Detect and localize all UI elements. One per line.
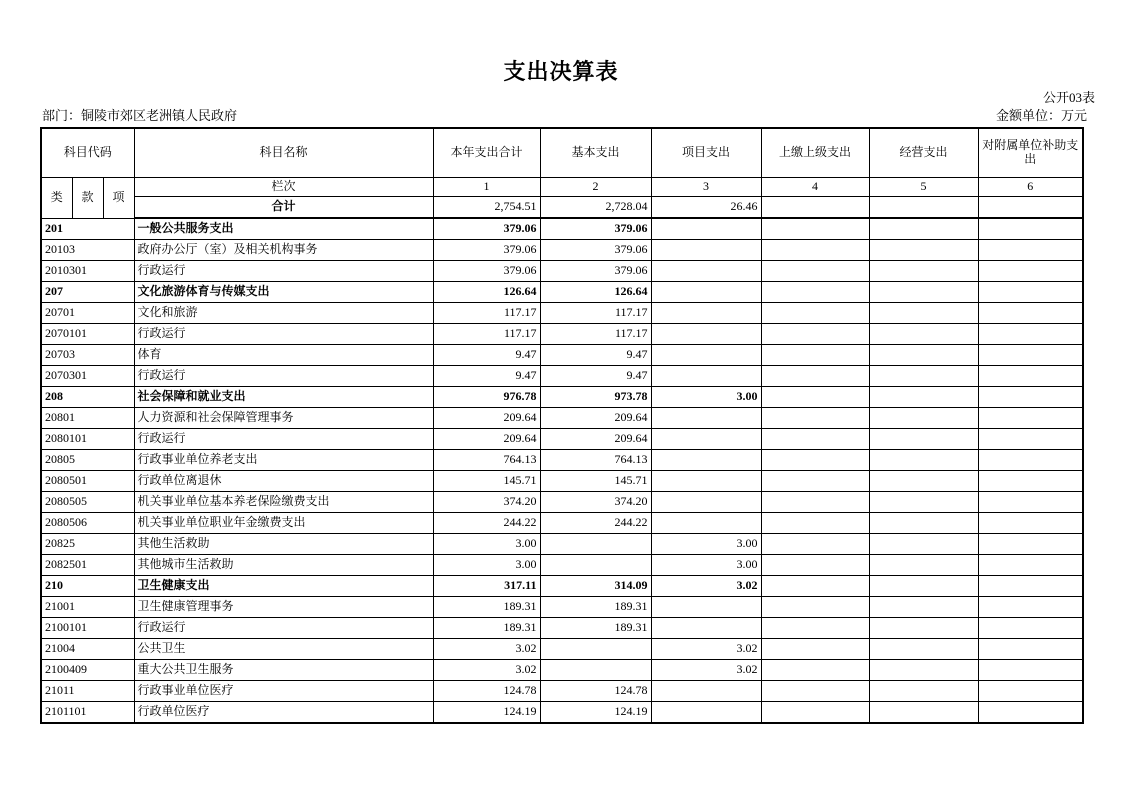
cell-subject-code: 2080506: [41, 513, 134, 534]
cell-value-3: [651, 408, 761, 429]
cell-value-5: [869, 240, 978, 261]
table-row: [41, 639, 1083, 660]
cell-subject-code: 21011: [41, 681, 134, 702]
cell-value-5: [869, 576, 978, 597]
table-row: [41, 387, 1083, 408]
cell-subject-code: 2010301: [41, 261, 134, 282]
cell-subject-code: 208: [41, 387, 134, 408]
cell-subject-name: 行政事业单位养老支出: [134, 450, 433, 471]
cell-value-1: 189.31: [433, 597, 540, 618]
cell-value-6: [978, 429, 1083, 450]
header-col-basic: 基本支出: [540, 128, 651, 178]
cell-value-2: 9.47: [540, 345, 651, 366]
table-row: [41, 324, 1083, 345]
cell-value-6: [978, 471, 1083, 492]
cell-value-4: [761, 218, 869, 240]
total-value-4: [761, 197, 869, 219]
cell-value-2: 124.78: [540, 681, 651, 702]
cell-value-2: [540, 555, 651, 576]
cell-subject-name: 行政运行: [134, 324, 433, 345]
cell-value-6: [978, 555, 1083, 576]
cell-value-6: [978, 240, 1083, 261]
page-title: 支出决算表: [503, 59, 619, 84]
cell-value-2: 244.22: [540, 513, 651, 534]
cell-value-4: [761, 303, 869, 324]
cell-value-2: [540, 660, 651, 681]
header-row-columns: [41, 178, 1083, 197]
cell-value-3: 3.02: [651, 639, 761, 660]
cell-value-1: 976.78: [433, 387, 540, 408]
header-sub-lei: 类: [41, 178, 72, 219]
cell-subject-name: 政府办公厅（室）及相关机构事务: [134, 240, 433, 261]
cell-value-3: [651, 345, 761, 366]
cell-value-1: 379.06: [433, 261, 540, 282]
cell-value-1: 317.11: [433, 576, 540, 597]
cell-value-1: 189.31: [433, 618, 540, 639]
cell-subject-name: 其他生活救助: [134, 534, 433, 555]
cell-value-1: 117.17: [433, 303, 540, 324]
cell-value-2: 379.06: [540, 218, 651, 240]
cell-value-6: [978, 597, 1083, 618]
cell-value-4: [761, 366, 869, 387]
cell-value-1: 209.64: [433, 408, 540, 429]
cell-subject-name: 体育: [134, 345, 433, 366]
cell-value-3: [651, 618, 761, 639]
cell-subject-code: 2082501: [41, 555, 134, 576]
cell-value-4: [761, 576, 869, 597]
cell-value-3: [651, 240, 761, 261]
cell-subject-code: 2080101: [41, 429, 134, 450]
cell-value-3: [651, 681, 761, 702]
cell-value-2: 379.06: [540, 261, 651, 282]
cell-value-4: [761, 429, 869, 450]
cell-value-6: [978, 681, 1083, 702]
header-col-project: 项目支出: [651, 128, 761, 178]
expenditure-table: [40, 127, 1084, 724]
cell-value-5: [869, 702, 978, 724]
cell-value-6: [978, 324, 1083, 345]
cell-subject-code: 207: [41, 282, 134, 303]
cell-value-4: [761, 618, 869, 639]
header-col-subsidy: 对附属单位补助支出: [978, 128, 1083, 178]
table-row: [41, 366, 1083, 387]
cell-value-5: [869, 597, 978, 618]
cell-value-5: [869, 282, 978, 303]
cell-value-6: [978, 366, 1083, 387]
cell-value-5: [869, 639, 978, 660]
cell-value-1: 209.64: [433, 429, 540, 450]
total-value-3: 26.46: [651, 197, 761, 219]
cell-value-5: [869, 534, 978, 555]
table-row: [41, 282, 1083, 303]
cell-value-4: [761, 681, 869, 702]
cell-subject-name: 社会保障和就业支出: [134, 387, 433, 408]
header-col-num-5: 5: [869, 178, 978, 197]
cell-value-4: [761, 282, 869, 303]
cell-value-5: [869, 387, 978, 408]
cell-subject-name: 文化旅游体育与传媒支出: [134, 282, 433, 303]
header-col-num-3: 3: [651, 178, 761, 197]
cell-value-5: [869, 681, 978, 702]
cell-value-1: 3.02: [433, 660, 540, 681]
cell-value-5: [869, 429, 978, 450]
cell-value-6: [978, 261, 1083, 282]
table-row: [41, 555, 1083, 576]
cell-value-3: 3.00: [651, 534, 761, 555]
cell-value-3: [651, 492, 761, 513]
cell-subject-code: 20703: [41, 345, 134, 366]
cell-subject-name: 公共卫生: [134, 639, 433, 660]
cell-subject-code: 20103: [41, 240, 134, 261]
cell-value-1: 124.19: [433, 702, 540, 724]
cell-subject-code: 20801: [41, 408, 134, 429]
total-row: [41, 197, 1083, 219]
table-row: [41, 218, 1083, 240]
cell-value-2: [540, 639, 651, 660]
cell-value-6: [978, 513, 1083, 534]
cell-value-1: 145.71: [433, 471, 540, 492]
cell-subject-code: 20825: [41, 534, 134, 555]
cell-subject-name: 行政单位离退休: [134, 471, 433, 492]
header-row-titles: [41, 128, 1083, 178]
cell-value-5: [869, 366, 978, 387]
cell-value-1: 374.20: [433, 492, 540, 513]
header-col-num-1: 1: [433, 178, 540, 197]
cell-value-6: [978, 618, 1083, 639]
cell-value-3: 3.02: [651, 576, 761, 597]
cell-subject-code: 2080505: [41, 492, 134, 513]
cell-subject-code: 20805: [41, 450, 134, 471]
cell-value-5: [869, 303, 978, 324]
table-row: [41, 261, 1083, 282]
cell-value-1: 9.47: [433, 345, 540, 366]
header-lanci: 栏次: [134, 178, 433, 197]
table-row: [41, 345, 1083, 366]
cell-value-5: [869, 660, 978, 681]
table-row: [41, 240, 1083, 261]
cell-value-6: [978, 408, 1083, 429]
cell-value-2: [540, 534, 651, 555]
header-col-num-4: 4: [761, 178, 869, 197]
cell-subject-name: 人力资源和社会保障管理事务: [134, 408, 433, 429]
cell-value-2: 764.13: [540, 450, 651, 471]
cell-value-4: [761, 492, 869, 513]
table-row: [41, 660, 1083, 681]
cell-value-6: [978, 576, 1083, 597]
cell-subject-code: 2101101: [41, 702, 134, 724]
cell-subject-name: 卫生健康支出: [134, 576, 433, 597]
cell-subject-name: 重大公共卫生服务: [134, 660, 433, 681]
table-row: [41, 597, 1083, 618]
cell-value-2: 9.47: [540, 366, 651, 387]
cell-value-2: 189.31: [540, 618, 651, 639]
cell-value-3: [651, 702, 761, 724]
cell-value-3: [651, 261, 761, 282]
cell-value-6: [978, 639, 1083, 660]
cell-value-2: 973.78: [540, 387, 651, 408]
cell-value-3: 3.00: [651, 555, 761, 576]
cell-value-4: [761, 471, 869, 492]
cell-value-4: [761, 660, 869, 681]
cell-value-3: [651, 450, 761, 471]
cell-value-1: 117.17: [433, 324, 540, 345]
cell-value-5: [869, 450, 978, 471]
cell-subject-name: 一般公共服务支出: [134, 218, 433, 240]
cell-value-3: [651, 597, 761, 618]
table-row: [41, 471, 1083, 492]
cell-value-3: [651, 218, 761, 240]
cell-value-6: [978, 218, 1083, 240]
cell-value-4: [761, 240, 869, 261]
cell-value-3: [651, 513, 761, 534]
cell-value-2: 126.64: [540, 282, 651, 303]
cell-subject-name: 其他城市生活救助: [134, 555, 433, 576]
total-value-2: 2,728.04: [540, 197, 651, 219]
cell-value-5: [869, 324, 978, 345]
cell-subject-name: 行政单位医疗: [134, 702, 433, 724]
cell-subject-name: 卫生健康管理事务: [134, 597, 433, 618]
cell-subject-code: 20701: [41, 303, 134, 324]
cell-value-5: [869, 471, 978, 492]
cell-value-4: [761, 639, 869, 660]
cell-value-5: [869, 345, 978, 366]
unit-label: 金额单位：万元: [995, 108, 1087, 123]
table-row: [41, 492, 1083, 513]
cell-value-4: [761, 555, 869, 576]
cell-value-3: [651, 324, 761, 345]
cell-subject-name: 行政事业单位医疗: [134, 681, 433, 702]
cell-value-2: 379.06: [540, 240, 651, 261]
cell-value-6: [978, 387, 1083, 408]
cell-subject-name: 行政运行: [134, 618, 433, 639]
cell-value-1: 764.13: [433, 450, 540, 471]
cell-value-2: 314.09: [540, 576, 651, 597]
table-row: [41, 534, 1083, 555]
cell-value-6: [978, 534, 1083, 555]
cell-subject-name: 行政运行: [134, 366, 433, 387]
cell-value-2: 189.31: [540, 597, 651, 618]
cell-value-5: [869, 261, 978, 282]
cell-value-4: [761, 702, 869, 724]
cell-subject-code: 2070301: [41, 366, 134, 387]
cell-value-3: [651, 303, 761, 324]
header-col-num-2: 2: [540, 178, 651, 197]
cell-subject-code: 201: [41, 218, 134, 240]
header-col-total: 本年支出合计: [433, 128, 540, 178]
cell-value-1: 379.06: [433, 218, 540, 240]
cell-value-5: [869, 618, 978, 639]
total-value-1: 2,754.51: [433, 197, 540, 219]
cell-value-5: [869, 218, 978, 240]
cell-value-4: [761, 408, 869, 429]
header-sub-xiang: 项: [103, 178, 134, 219]
table-row: [41, 408, 1083, 429]
cell-subject-code: 2100101: [41, 618, 134, 639]
total-value-5: [869, 197, 978, 219]
table-body: [41, 218, 1083, 723]
table-header: [41, 128, 1083, 218]
cell-value-4: [761, 261, 869, 282]
cell-value-1: 3.00: [433, 555, 540, 576]
cell-value-6: [978, 492, 1083, 513]
cell-value-1: 9.47: [433, 366, 540, 387]
cell-value-3: [651, 429, 761, 450]
cell-subject-name: 机关事业单位职业年金缴费支出: [134, 513, 433, 534]
cell-subject-code: 210: [41, 576, 134, 597]
cell-value-5: [869, 408, 978, 429]
cell-value-4: [761, 597, 869, 618]
table-row: [41, 576, 1083, 597]
cell-subject-code: 2080501: [41, 471, 134, 492]
cell-value-1: 3.00: [433, 534, 540, 555]
header-col-operating: 经营支出: [869, 128, 978, 178]
cell-value-4: [761, 324, 869, 345]
cell-value-1: 379.06: [433, 240, 540, 261]
cell-subject-code: 21004: [41, 639, 134, 660]
cell-subject-code: 2070101: [41, 324, 134, 345]
cell-value-2: 117.17: [540, 303, 651, 324]
department-label: 部门：铜陵市郊区老洲镇人民政府: [42, 108, 238, 123]
cell-value-5: [869, 555, 978, 576]
cell-subject-name: 行政运行: [134, 261, 433, 282]
cell-value-6: [978, 282, 1083, 303]
cell-value-5: [869, 492, 978, 513]
total-label: 合计: [134, 197, 433, 219]
cell-value-4: [761, 534, 869, 555]
cell-value-4: [761, 450, 869, 471]
cell-value-3: 3.02: [651, 660, 761, 681]
cell-value-5: [869, 513, 978, 534]
cell-value-2: 209.64: [540, 429, 651, 450]
header-subject-name: 科目名称: [134, 128, 433, 178]
cell-value-3: 3.00: [651, 387, 761, 408]
cell-subject-code: 2100409: [41, 660, 134, 681]
cell-subject-name: 行政运行: [134, 429, 433, 450]
header-subject-code: 科目代码: [41, 128, 134, 178]
cell-subject-code: 21001: [41, 597, 134, 618]
cell-value-6: [978, 702, 1083, 724]
cell-subject-name: 文化和旅游: [134, 303, 433, 324]
cell-value-6: [978, 303, 1083, 324]
table-row: [41, 429, 1083, 450]
header-col-upturn: 上缴上级支出: [761, 128, 869, 178]
header-sub-kuan: 款: [72, 178, 103, 219]
cell-value-1: 244.22: [433, 513, 540, 534]
cell-value-1: 126.64: [433, 282, 540, 303]
total-value-6: [978, 197, 1083, 219]
cell-value-6: [978, 345, 1083, 366]
cell-value-1: 124.78: [433, 681, 540, 702]
cell-value-2: 145.71: [540, 471, 651, 492]
cell-value-3: [651, 471, 761, 492]
cell-value-2: 209.64: [540, 408, 651, 429]
table-row: [41, 513, 1083, 534]
cell-value-3: [651, 282, 761, 303]
cell-value-2: 117.17: [540, 324, 651, 345]
table-number-label: 公开03表: [1042, 90, 1095, 105]
cell-value-6: [978, 450, 1083, 471]
cell-value-2: 124.19: [540, 702, 651, 724]
table-row: [41, 450, 1083, 471]
header-col-num-6: 6: [978, 178, 1083, 197]
cell-value-4: [761, 345, 869, 366]
cell-value-3: [651, 366, 761, 387]
table-row: [41, 681, 1083, 702]
cell-value-6: [978, 660, 1083, 681]
cell-value-2: 374.20: [540, 492, 651, 513]
table-row: [41, 303, 1083, 324]
cell-value-4: [761, 513, 869, 534]
cell-subject-name: 机关事业单位基本养老保险缴费支出: [134, 492, 433, 513]
table-row: [41, 618, 1083, 639]
table-row: [41, 702, 1083, 724]
cell-value-4: [761, 387, 869, 408]
cell-value-1: 3.02: [433, 639, 540, 660]
